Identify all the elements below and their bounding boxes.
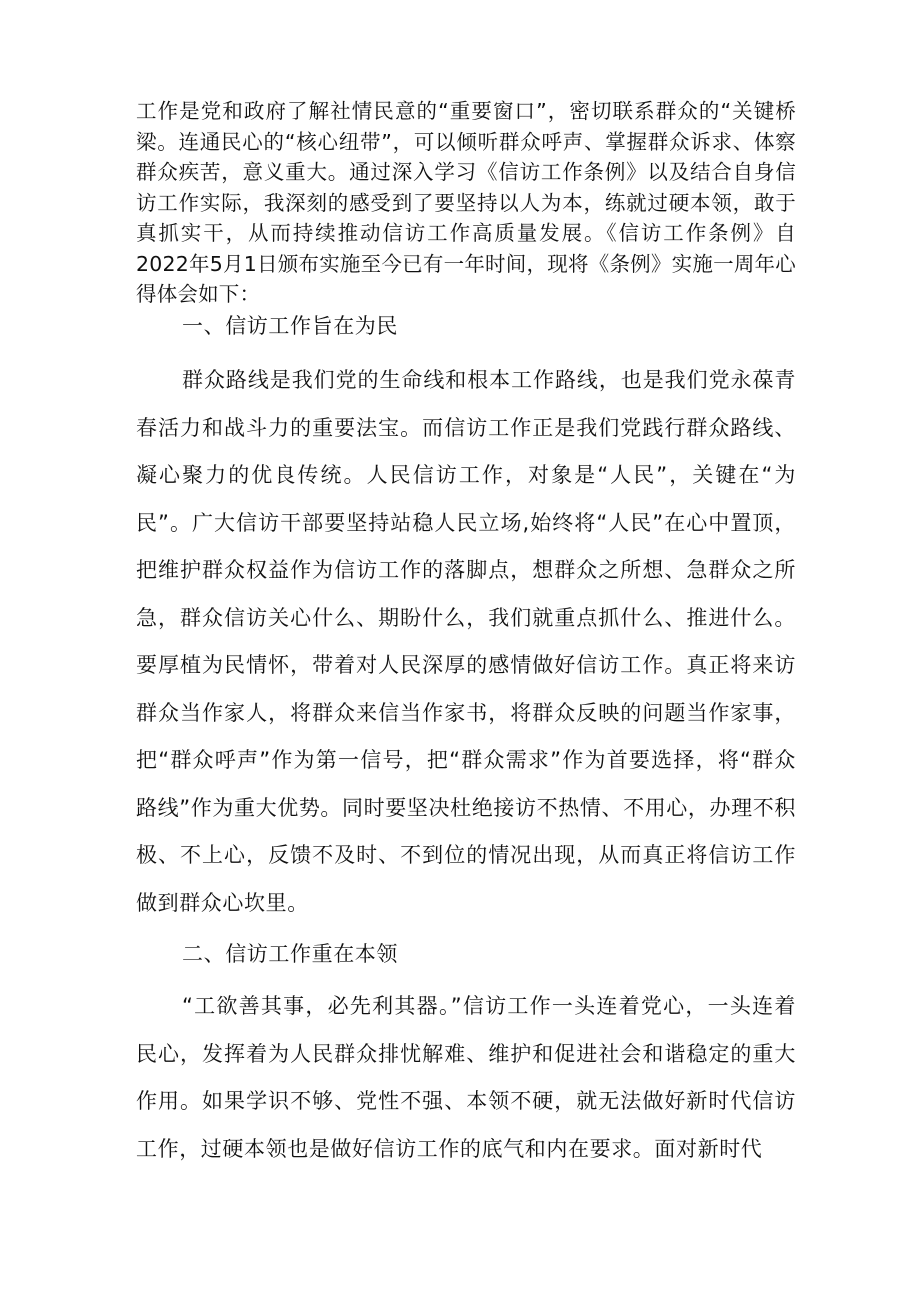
section-1-paragraph: 群众路线是我们党的生命线和根本工作路线，也是我们党永葆青春活力和战斗力的重要法宝。而信访工作正是我们党践行群众路线、凝心聚力的优良传统。人民信访工作，对象是“人民”，关键在“为民”。广大信访干部要坚持站稳人民立场,始终将“人民”在心中置顶，把维护群众权益作为信访工作的落脚点，想群众之所想、急群众之所急，群众信访关心什么、期盼什么，我们就重点抓什么、推进什么。要厚植为民情怀，带着对人民深厚的感情做好信访工作。真正将来访群众当作家人，将群众来信当作家书，将群众反映的问题当作家事，把“群众呼声”作为第一信号，把“群众需求”作为首要选择，将“群众路线”作为重大优势。同时要坚决杜绝接访不热情、不用心，办理不积极、不上心，反馈不及时、不到位的情况出现，从而真正将信访工作做到群众心坎里。 bbox=[136, 368, 796, 915]
intro-paragraph: 工作是党和政府了解社情民意的“重要窗口”，密切联系群众的“关键桥梁。连通民心的“核心纽带”，可以倾听群众呼声、掌握群众诉求、体察群众疾苦，意义重大。通过深入学习《信访工作条例》以及结合自身信访工作实际，我深刻的感受到了要坚持以人为本，练就过硬本领，敢于真抓实干，从而持续推动信访工作高质量发展。《信访工作条例》自2022年5月1日颁布实施至今已有一年时间，现将《条例》实施一周年心得体会如下： bbox=[136, 99, 796, 306]
section-heading-1: 一、信访工作旨在为民 bbox=[182, 314, 398, 338]
section-2-paragraph: “工欲善其事，必先利其器。”信访工作一头连着党心，一头连着民心，发挥着为人民群众排忧解难、维护和促进社会和谐稳定的重大作用。如果学识不够、党性不强、本领不硬，就无法做好新时代信访工作，过硬本领也是做好信访工作的底气和内在要求。面对新时代 bbox=[136, 994, 796, 1161]
section-heading-2: 二、信访工作重在本领 bbox=[182, 942, 398, 966]
